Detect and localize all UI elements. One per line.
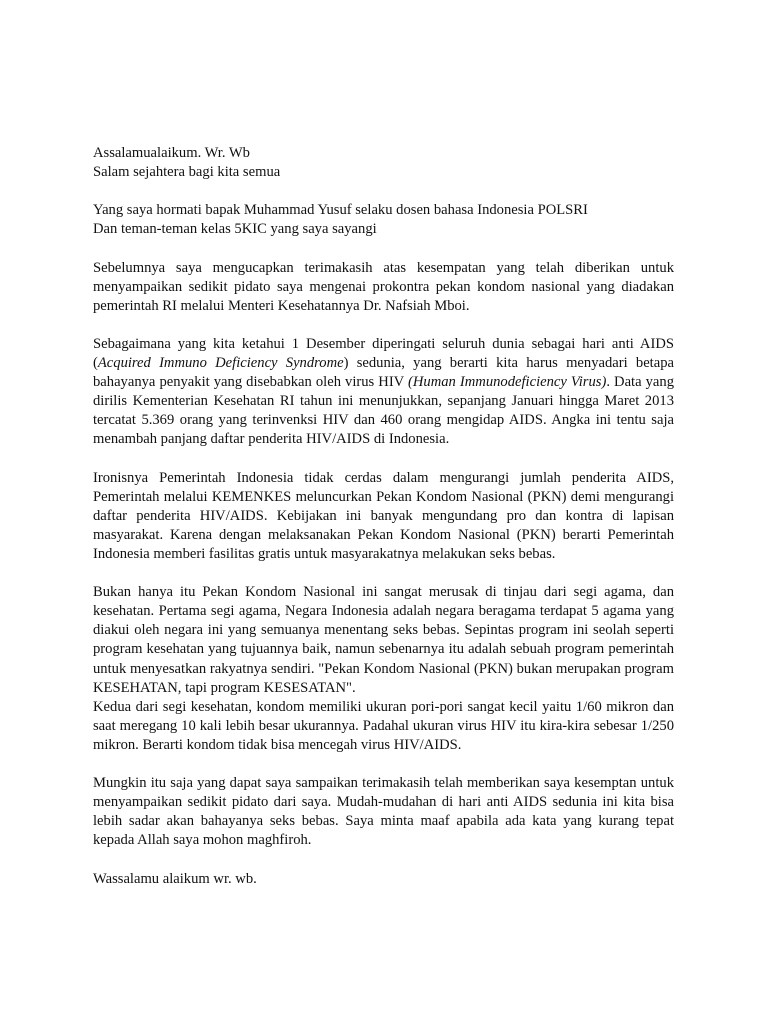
- speech-document: [93, 144, 674, 889]
- paragraph-aids: [93, 335, 674, 450]
- aids-acronym-expansion: Acquired Immuno Deficiency Syndrome: [97, 355, 344, 372]
- address-line-2: Dan teman-teman kelas 5KIC yang saya sayangi: [93, 221, 377, 238]
- paragraph-health: Kedua dari segi kesehatan, kondom memiliki ukuran pori-pori sangat kecil yaitu 1/60 mikron dan saat meregang 10 kali lebih besar ukurannya. Padahal ukuran virus HIV itu kira-kira sebesar 1/250 mikron. Berarti kondom tidak bisa mencegah virus HIV/AIDS.: [93, 698, 674, 753]
- hiv-acronym-expansion: (Human Immunodeficiency Virus): [408, 374, 607, 391]
- paragraph-irony: Ironisnya Pemerintah Indonesia tidak cerdas dalam mengurangi jumlah penderita AIDS, Pemerintah melalui KEMENKES meluncurkan Pekan Kondom Nasional (PKN) demi mengurangi daftar penderita HIV/AIDS. Kebijakan ini banyak mengundang pro dan kontra di lapisan masyarakat. Karena dengan melaksanakan Pekan Kondom Nasional (PKN) berarti Pemerintah Indonesia memberi fasilitas gratis untuk masyarakatnya melakukan seks bebas.: [93, 469, 674, 562]
- paragraph-religion: Bukan hanya itu Pekan Kondom Nasional ini sangat merusak di tinjau dari segi agama, dan kesehatan. Pertama segi agama, Negara Indonesia adalah negara beragama terdapat 5 agama yang diakui oleh negara ini yang semuanya menentang seks bebas. Sepintas program ini seolah seperti program kesehatan yang tujuannya baik, namun sebenarnya itu adalah sebuah program pemerintah untuk menyesatkan rakyatnya sendiri. "Pekan Kondom Nasional (PKN) bukan merupakan program KESEHATAN, tapi program KESESATAN".: [93, 584, 674, 696]
- greeting-line-2: Salam sejahtera bagi kita semua: [93, 164, 281, 181]
- paragraph-intro: Sebelumnya saya mengucapkan terimakasih atas kesempatan yang telah diberikan untuk menyampaikan sedikit pidato saya mengenai prokontra pekan kondom nasional yang diadakan pemerintah RI melalui Menteri Kesehatannya Dr. Nafsiah Mboi.: [93, 259, 674, 314]
- greeting-line-1: Assalamualaikum. Wr. Wb: [93, 145, 250, 161]
- paragraph-closing: Mungkin itu saja yang dapat saya sampaikan terimakasih telah memberikan saya kesemptan untuk menyampaikan sedikit pidato dari saya. Mudah-mudahan di hari anti AIDS sedunia ini kita bisa lebih sadar akan bahayanya seks bebas. Saya minta maaf apabila ada kata yang kurang tepat kepada Allah saya mohon maghfiroh.: [93, 775, 674, 849]
- farewell: Wassalamu alaikum wr. wb.: [93, 870, 257, 887]
- aids-text-a: Sebagaimana yang kita ketahui 1 Desember diperingati seluruh dunia sebagai hari anti AIDS (: [93, 335, 674, 372]
- aids-text-c: ) sedunia, yang berarti kita harus menyadari betapa bahayanya penyakit yang disebabkan oleh virus HIV: [93, 355, 674, 391]
- aids-text-e: . Data yang dirilis Kementerian Kesehatan RI tahun ini menunjukkan, sepanjang Januari hingga Maret 2013 tercatat 5.369 orang yang terinvenksi HIV dan 460 orang mengidap AIDS. Angka ini tentu saja menambah panjang daftar penderita HIV/AIDS di Indonesia.: [93, 374, 674, 448]
- address-line-1: Yang saya hormati bapak Muhammad Yusuf selaku dosen bahasa Indonesia POLSRI: [93, 202, 588, 219]
